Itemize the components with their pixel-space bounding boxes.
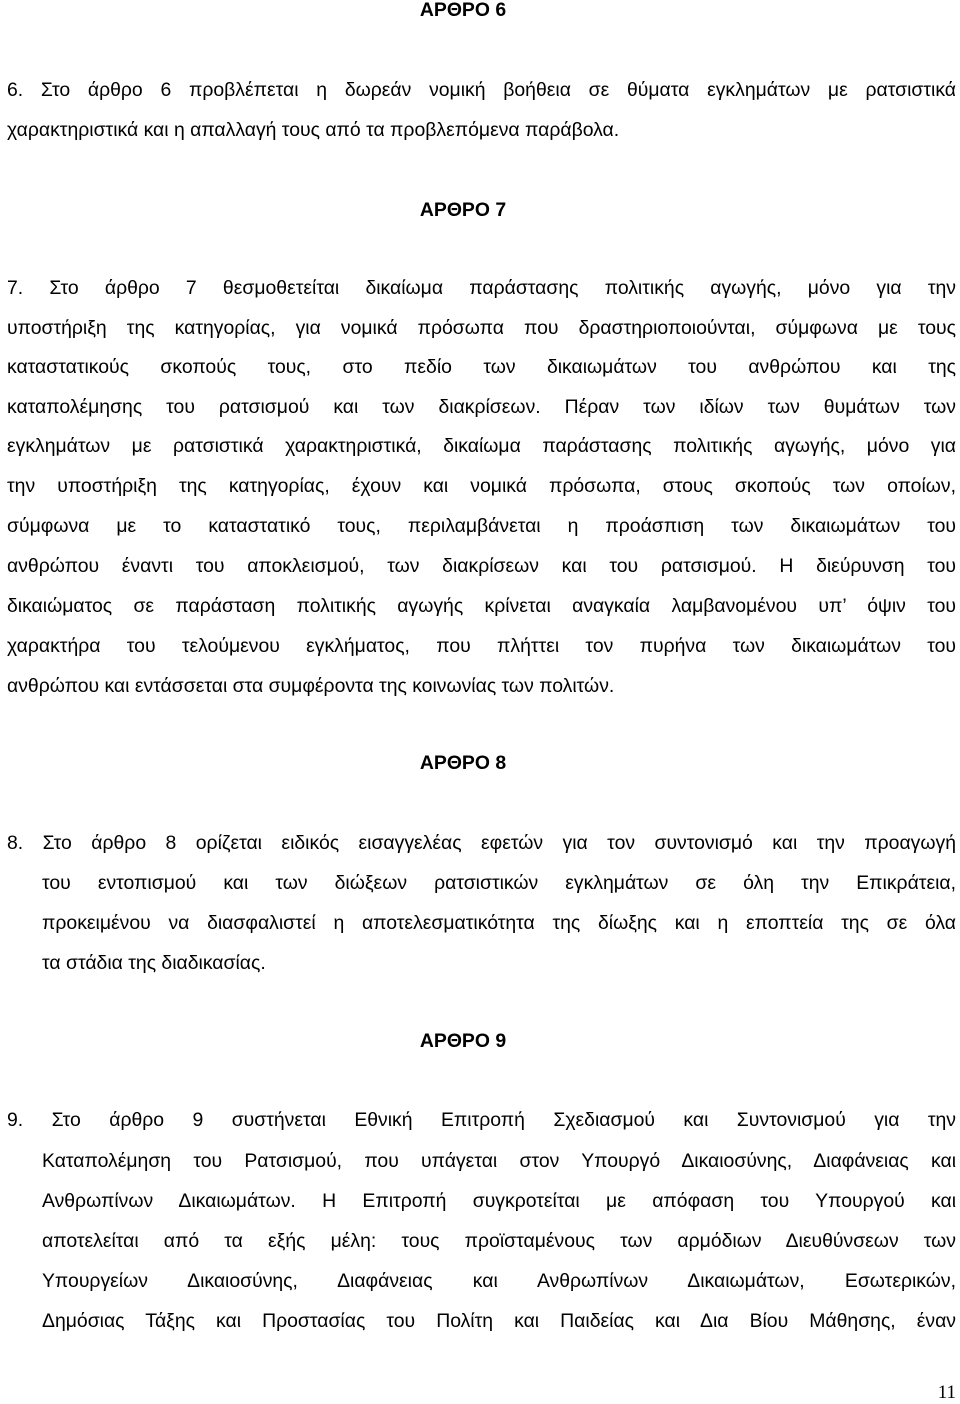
paragraph-line: καταπολέμησης του ρατσισμού και των διακρίσεων. Πέραν των ιδίων των θυμάτων των	[7, 396, 956, 418]
paragraph-line: καταστατικούς σκοπούς τους, στο πεδίο των δικαιωμάτων του ανθρώπου και της	[7, 356, 956, 378]
paragraph-line: εγκλημάτων με ρατσιστικά χαρακτηριστικά, δικαίωμα παράστασης πολιτικής αγωγής, μόνο για	[7, 435, 956, 457]
page-number: 11	[937, 1382, 956, 1403]
paragraph-line: 8. Στο άρθρο 8 ορίζεται ειδικός εισαγγελέας εφετών για τον συντονισμό και την προαγωγή	[7, 832, 956, 854]
paragraph-line: Ανθρωπίνων Δικαιωμάτων. Η Επιτροπή συγκροτείται με απόφαση του Υπουργού και	[42, 1190, 956, 1212]
article-6-heading: ΑΡΘΡΟ 6	[419, 0, 507, 21]
paragraph-line: του εντοπισμού και των διώξεων ρατσιστικών εγκλημάτων σε όλη την Επικράτεια,	[42, 872, 956, 894]
paragraph-line: Υπουργείων Δικαιοσύνης, Διαφάνειας και Ανθρωπίνων Δικαιωμάτων, Εσωτερικών,	[42, 1270, 956, 1292]
paragraph-line: ανθρώπου και εντάσσεται στα συμφέροντα της κοινωνίας των πολιτών.	[7, 675, 615, 697]
paragraph-line: 7. Στο άρθρο 7 θεσμοθετείται δικαίωμα παράστασης πολιτικής αγωγής, μόνο για την	[7, 277, 956, 299]
article-7-heading: ΑΡΘΡΟ 7	[419, 199, 507, 221]
paragraph-line: 6. Στο άρθρο 6 προβλέπεται η δωρεάν νομική βοήθεια σε θύματα εγκλημάτων με ρατσιστικά	[7, 79, 956, 101]
paragraph-line: υποστήριξη της κατηγορίας, για νομικά πρόσωπα που δραστηριοποιούνται, σύμφωνα με τους	[7, 317, 956, 339]
paragraph-line: 9. Στο άρθρο 9 συστήνεται Εθνική Επιτροπή Σχεδιασμού και Συντονισμού για την	[7, 1109, 956, 1131]
paragraph-line: χαρακτήρα του τελούμενου εγκλήματος, που πλήττει τον πυρήνα των δικαιωμάτων του	[7, 635, 956, 657]
paragraph-line: την υποστήριξη της κατηγορίας, έχουν και νομικά πρόσωπα, στους σκοπούς των οποίων,	[7, 475, 956, 497]
paragraph-line: Δημόσιας Τάξης και Προστασίας του Πολίτη και Παιδείας και Δια Βίου Μάθησης, έναν	[42, 1310, 956, 1332]
article-8-heading: ΑΡΘΡΟ 8	[419, 752, 507, 774]
paragraph-line: αποτελείται από τα εξής μέλη: τους προϊσταμένους των αρμόδιων Διευθύνσεων των	[42, 1230, 956, 1252]
paragraph-line: χαρακτηριστικά και η απαλλαγή τους από τα προβλεπόμενα παράβολα.	[7, 119, 620, 141]
paragraph-line: σύμφωνα με το καταστατικό τους, περιλαμβάνεται η προάσπιση των δικαιωμάτων του	[7, 515, 956, 537]
paragraph-line: δικαιώματος σε παράσταση πολιτικής αγωγής κρίνεται αναγκαία λαμβανομένου υπ’ όψιν του	[7, 595, 956, 617]
paragraph-line: Καταπολέμηση του Ρατσισμού, που υπάγεται στον Υπουργό Δικαιοσύνης, Διαφάνειας και	[42, 1150, 956, 1172]
article-9-heading: ΑΡΘΡΟ 9	[419, 1030, 507, 1052]
paragraph-line: ανθρώπου έναντι του αποκλεισμού, των διακρίσεων και του ρατσισμού. Η διεύρυνση του	[7, 555, 956, 577]
paragraph-line: προκειμένου να διασφαλιστεί η αποτελεσματικότητα της δίωξης και η εποπτεία της σε όλα	[42, 912, 956, 934]
paragraph-line: τα στάδια της διαδικασίας.	[42, 952, 266, 974]
